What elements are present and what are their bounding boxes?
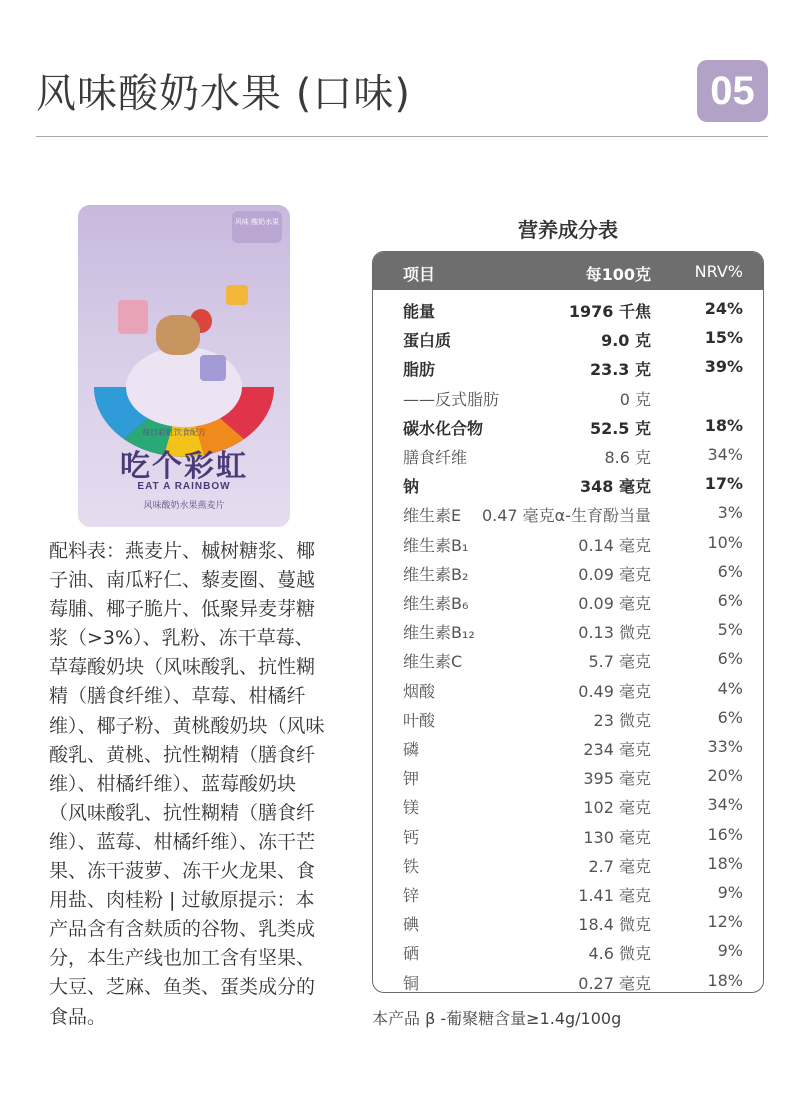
nutrient-nrv: 18% (707, 853, 743, 873)
nutrition-row (373, 500, 763, 529)
nutrition-row (373, 909, 763, 938)
nutrient-nrv: 18% (704, 415, 743, 435)
nutrient-nrv: 24% (704, 299, 743, 318)
nutrient-name: 铁 (403, 856, 420, 876)
nutrient-amount: 0.14 毫克 (578, 535, 651, 555)
nutrient-name: 锌 (403, 886, 420, 905)
nutrient-name: 维生素B₁₂ (403, 623, 475, 643)
header-item: 项目 (403, 265, 436, 284)
nutrient-name: 维生素B₁ (403, 535, 469, 555)
nutrient-nrv: 4% (717, 678, 743, 698)
nutrient-nrv: 17% (704, 474, 743, 494)
nutrient-amount: 0.27 毫克 (578, 973, 651, 993)
nutrient-nrv: 9% (717, 941, 743, 961)
nutrient-name: 膳食纤维 (403, 448, 468, 467)
nutrition-row (373, 413, 763, 442)
nutrition-table-header (373, 252, 763, 290)
nutrient-name: 镁 (403, 798, 420, 818)
ingredients-text: 配料表：燕麦片、槭树糖浆、椰子油、南瓜籽仁、藜麦圈、蔓越莓脯、椰子脆片、低聚异麦芽糖浆（>3%）、乳粉、冻干草莓、草莓酸奶块（风味酸乳、抗性糊精（膳食纤维）、草莓、柑橘纤维）、椰子粉、黄桃酸奶块（风味酸乳、黄桃、抗性糊精（膳食纤维）、柑橘纤维）、蓝莓酸奶块（风味酸乳、抗性糊精（膳食纤维）、蓝莓、柑橘纤维）、冻干芒果、冻干菠萝、冻干火龙果、食用盐、肉桂粉 | 过敏原提示：本产品含有含麸质的谷物、乳类成分，本生产线也加工含有坚果、大豆、芝麻、鱼类、蛋类成分的食品。 (49, 540, 325, 1028)
nutrient-nrv: 12% (707, 912, 743, 932)
nutrient-nrv: 34% (707, 445, 743, 464)
nutrition-table (372, 251, 764, 993)
nutrient-amount: 23 微克 (593, 710, 651, 730)
nutrient-nrv: 9% (717, 883, 743, 902)
oat-cluster (156, 315, 200, 355)
nutrient-amount: 0.09 毫克 (578, 564, 651, 584)
nutrition-row (373, 588, 763, 617)
nutrient-amount: 130 毫克 (583, 827, 651, 847)
package-product-name: 风味酸奶水果燕麦片 (143, 501, 225, 511)
nutrient-amount: 0.13 微克 (578, 623, 651, 643)
nutrient-nrv: 6% (717, 649, 743, 669)
nutrient-nrv: 10% (707, 532, 743, 552)
nutrient-amount: 395 毫克 (583, 769, 651, 789)
nutrient-amount: 18.4 微克 (578, 915, 651, 935)
nutrient-amount: 1976 千焦 (568, 302, 651, 321)
nutrient-nrv: 33% (707, 737, 743, 756)
header-nrv: NRV% (694, 262, 743, 281)
nutrition-row (373, 938, 763, 967)
nutrient-amount: 9.0 克 (601, 331, 651, 351)
nutrient-name: 钾 (403, 769, 420, 789)
nutrient-name: 维生素B₆ (403, 594, 469, 613)
mango-cube (226, 285, 248, 305)
nutrient-amount: 234 毫克 (583, 740, 651, 759)
nutrition-row (373, 617, 763, 646)
nutrient-amount: 348 毫克 (580, 477, 651, 497)
nutrient-name: 碘 (403, 915, 420, 935)
nutrition-table-title: 营养成分表 (518, 218, 618, 242)
package-brand-en: EAT A RAINBOW (137, 481, 231, 492)
beta-glucan-footnote: 本产品 β -葡聚糖含量≥1.4g/100g (372, 1009, 622, 1028)
header-per-100g: 每100克 (585, 265, 651, 284)
nutrition-row (373, 354, 763, 383)
nutrient-amount: 0.49 毫克 (578, 681, 651, 701)
nutrition-row (373, 851, 763, 880)
nutrition-row (373, 384, 763, 413)
nutrient-amount: 4.6 微克 (588, 944, 651, 964)
nutrition-row (373, 530, 763, 559)
nutrient-nrv: 39% (704, 357, 743, 377)
nutrient-name: 钙 (403, 827, 420, 847)
nutrient-name: 维生素B₂ (403, 564, 469, 584)
page-title: 风味酸奶水果 (口味) (36, 71, 411, 117)
nutrient-nrv: 18% (707, 970, 743, 990)
nutrient-name: 脂肪 (403, 360, 436, 380)
section-number-badge: 05 (697, 60, 768, 122)
nutrient-name: 能量 (403, 302, 436, 321)
nutrient-name: 硒 (403, 944, 420, 964)
product-package-image (78, 205, 290, 527)
nutrient-name: 钠 (403, 477, 420, 497)
nutrient-nrv: 6% (717, 707, 743, 727)
nutrition-row (373, 676, 763, 705)
nutrition-row (373, 880, 763, 909)
nutrient-name: 碳水化合物 (403, 418, 484, 438)
nutrient-nrv: 6% (717, 561, 743, 581)
nutrient-nrv: 20% (707, 766, 743, 786)
nutrient-name: 烟酸 (403, 681, 436, 701)
nutrient-amount: 0.09 毫克 (578, 594, 651, 613)
blueberry-yogurt-cube (200, 355, 226, 381)
nutrient-name: 蛋白质 (403, 331, 452, 351)
nutrient-nrv: 3% (717, 503, 743, 523)
nutrient-name: 磷 (403, 740, 420, 759)
nutrient-amount: 102 毫克 (583, 798, 651, 818)
nutrition-row (373, 792, 763, 821)
strawberry-yogurt-cube (118, 300, 148, 334)
nutrient-name: 铜 (403, 973, 420, 993)
package-brand: 吃个彩虹 (120, 449, 248, 484)
nutrition-row (373, 763, 763, 792)
nutrient-nrv: 34% (707, 795, 743, 815)
nutrient-amount: 0 克 (619, 389, 651, 409)
nutrient-amount: 8.6 克 (604, 448, 651, 467)
nutrient-amount: 52.5 克 (589, 418, 651, 438)
nutrient-amount: 0.47 毫克α-生育酚当量 (481, 506, 651, 526)
nutrition-row (373, 705, 763, 734)
nutrition-row (373, 471, 763, 500)
nutrient-nrv: 15% (704, 328, 743, 348)
nutrient-nrv: 16% (707, 824, 743, 844)
nutrient-name: 叶酸 (403, 710, 436, 730)
nutrient-amount: 1.41 毫克 (578, 886, 651, 905)
nutrition-row (373, 734, 763, 763)
nutrition-row (373, 442, 763, 471)
nutrient-amount: 23.3 克 (589, 360, 651, 380)
nutrition-row (373, 822, 763, 851)
package-corner-label: 风味 酸奶水果 (232, 211, 282, 243)
nutrient-amount: 5.7 毫克 (588, 652, 651, 672)
package-tagline: 每日彩虹饮食配方 (142, 428, 206, 437)
nutrient-name: 维生素E (403, 506, 462, 526)
nutrition-row (373, 968, 763, 993)
nutrient-amount: 2.7 毫克 (588, 856, 651, 876)
nutrition-row (373, 296, 763, 325)
nutrient-nrv: 5% (717, 620, 743, 640)
nutrition-row (373, 325, 763, 354)
nutrient-name: ——反式脂肪 (403, 389, 500, 409)
nutrient-name: 维生素C (403, 652, 463, 672)
nutrient-nrv: 6% (717, 591, 743, 610)
nutrition-row (373, 559, 763, 588)
nutrition-row (373, 646, 763, 675)
header-divider (36, 136, 768, 137)
